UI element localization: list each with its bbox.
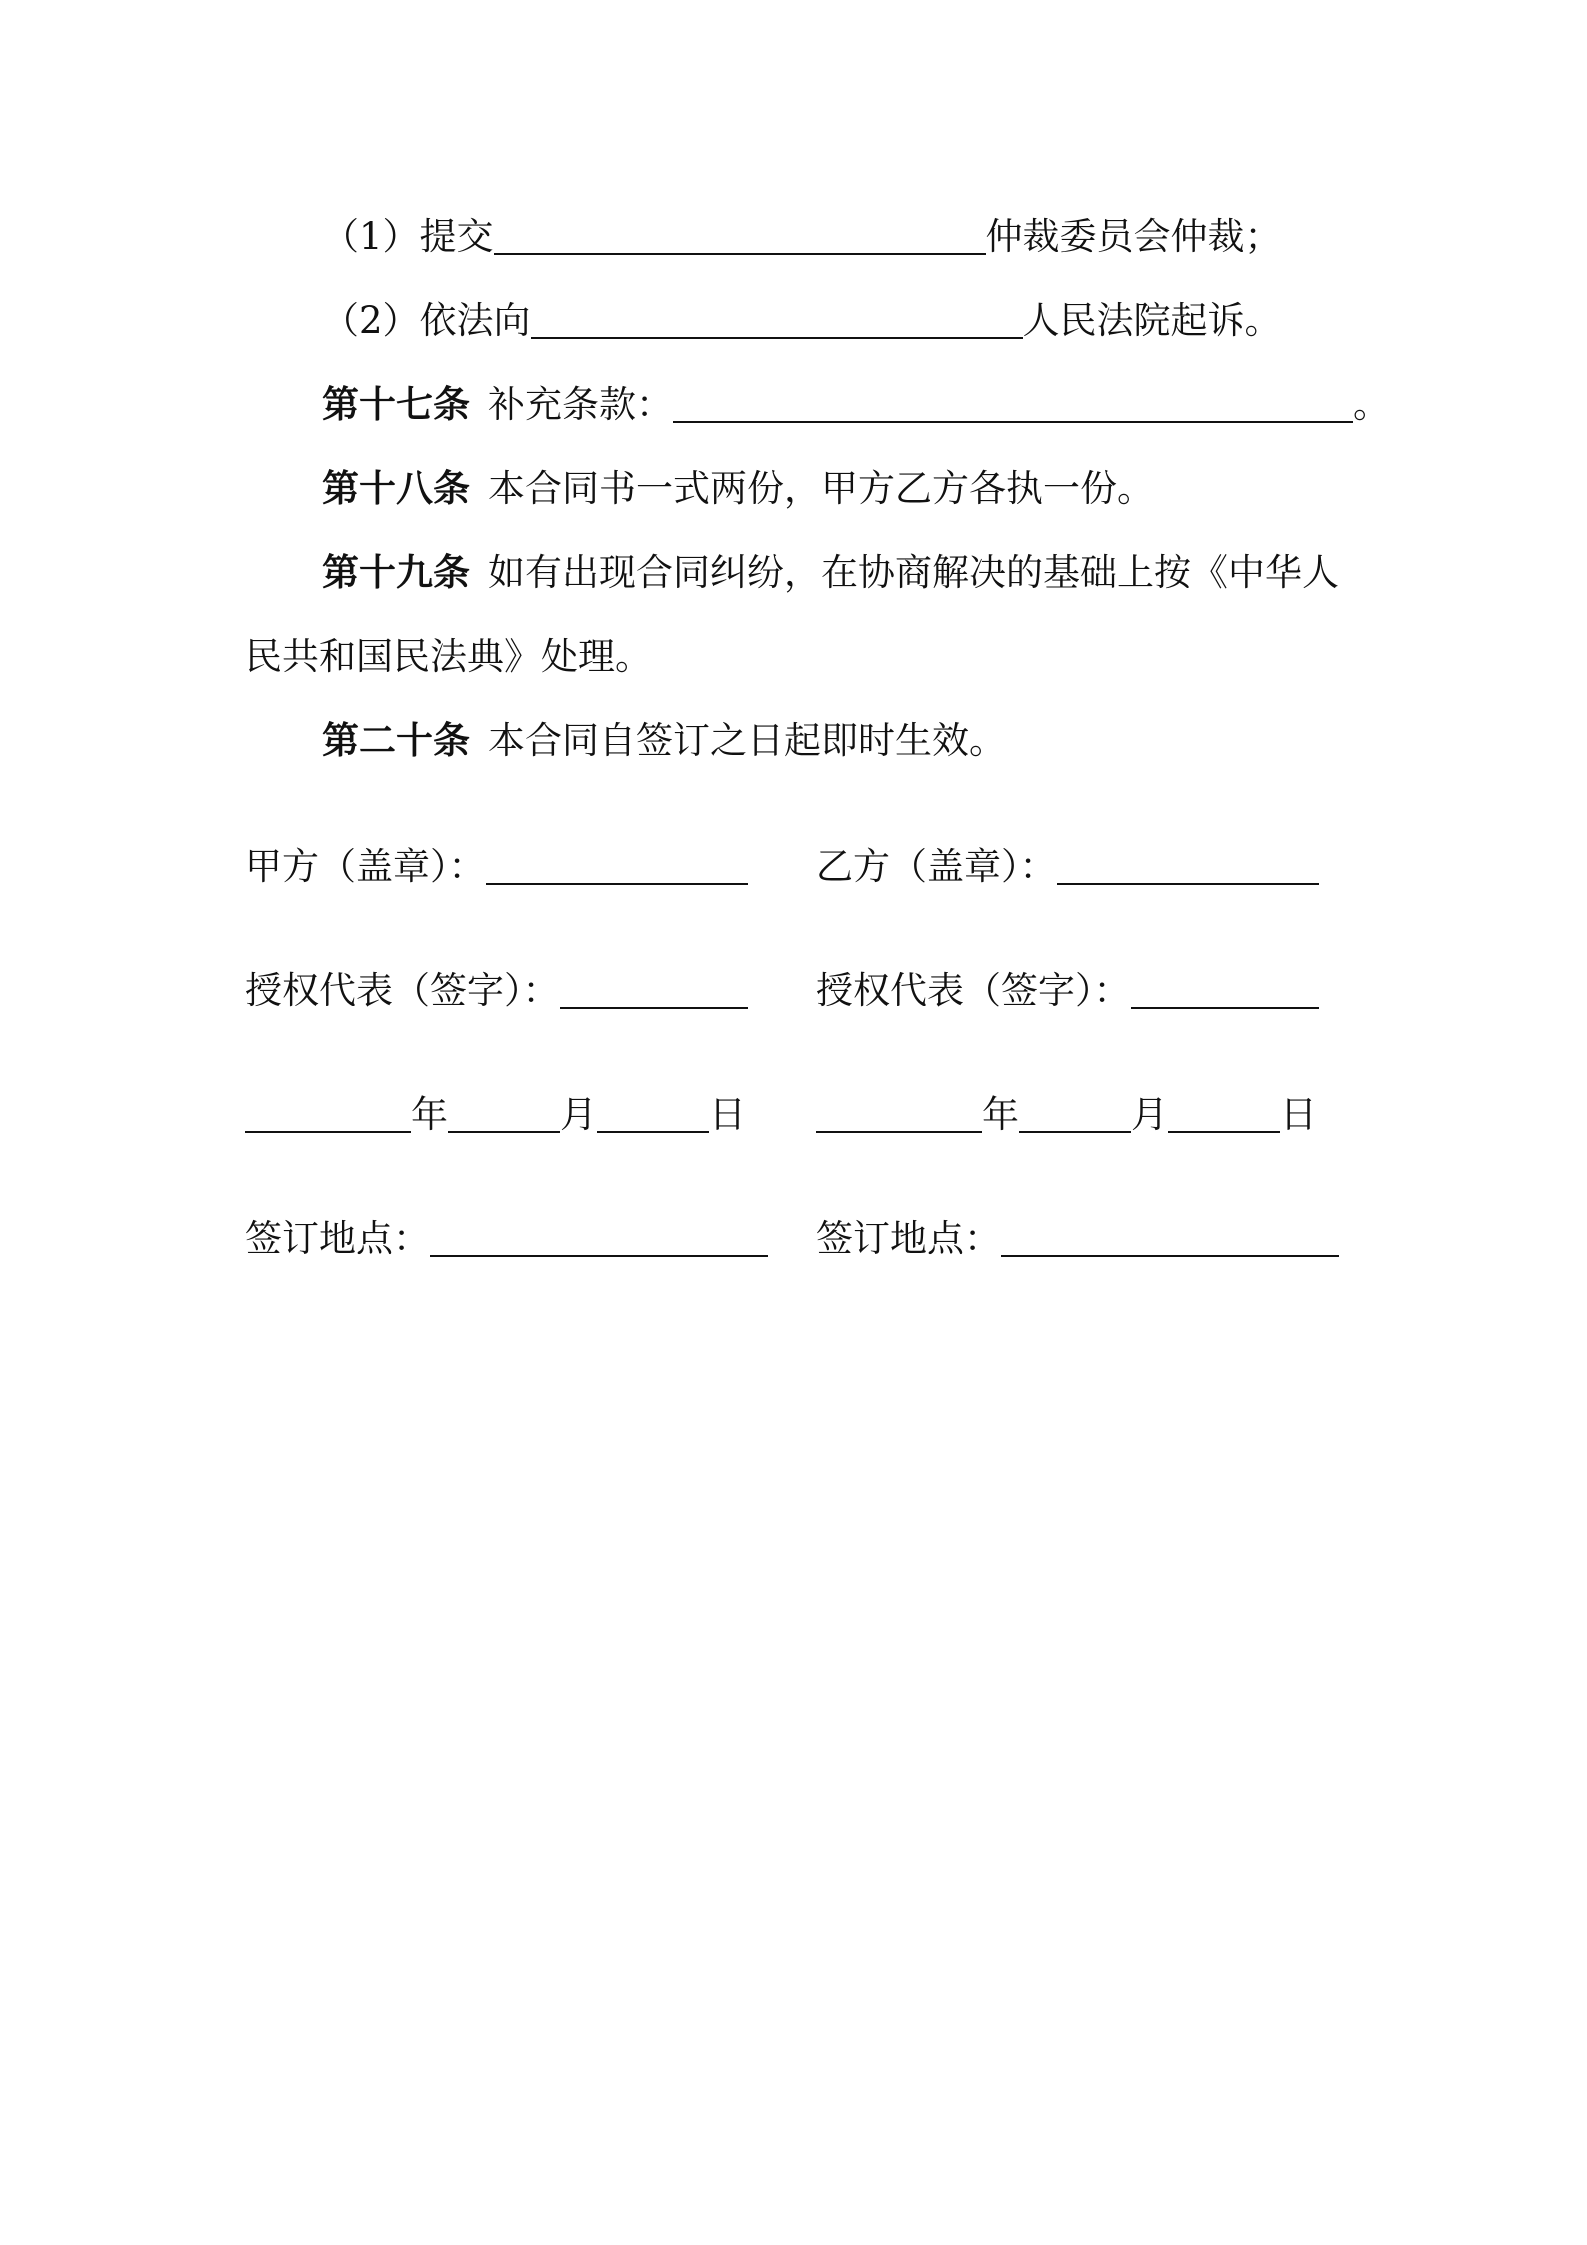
article-17-text: 补充条款： (488, 383, 673, 426)
party-a-rep-blank[interactable] (560, 977, 748, 1009)
article-19-text-line2: 民共和国民法典》处理。 (245, 635, 652, 678)
article-18 (322, 466, 1154, 510)
party-b-seal-blank[interactable] (1057, 853, 1319, 885)
lawsuit-item (322, 299, 1282, 342)
party-b-seal (816, 845, 1319, 888)
party-a-day-blank[interactable] (597, 1101, 709, 1133)
party-b-year-blank[interactable] (816, 1101, 982, 1133)
article-20-text: 本合同自签订之日起即时生效。 (488, 719, 1006, 762)
party-a-seal-blank[interactable] (486, 853, 748, 885)
party-a-day-label: 日 (709, 1093, 746, 1136)
party-b-place (816, 1217, 1339, 1260)
party-b-representative (816, 969, 1319, 1012)
party-b-label: 乙方（盖章）： (816, 845, 1057, 888)
party-a-month-blank[interactable] (448, 1101, 560, 1133)
lawsuit-prefix: （2）依法向 (322, 299, 531, 342)
party-b-year-label: 年 (982, 1093, 1019, 1136)
party-b-place-label: 签订地点： (816, 1217, 1001, 1260)
party-b-day-blank[interactable] (1168, 1101, 1280, 1133)
party-b-month-label: 月 (1131, 1093, 1168, 1136)
party-a-seal (245, 845, 748, 888)
article-20 (322, 718, 1006, 762)
party-b-date (816, 1093, 1317, 1136)
party-a-rep-label: 授权代表（签字）： (245, 969, 560, 1012)
article-20-heading: 第二十条 (322, 718, 470, 762)
party-a-date (245, 1093, 746, 1136)
article-17-heading: 第十七条 (322, 382, 470, 426)
article-18-text: 本合同书一式两份，甲方乙方各执一份。 (488, 467, 1154, 510)
arbitration-committee-blank[interactable] (494, 223, 986, 255)
arbitration-suffix: 仲裁委员会仲裁； (985, 215, 1282, 258)
party-b-day-label: 日 (1280, 1093, 1317, 1136)
party-b-place-blank[interactable] (1001, 1225, 1339, 1257)
arbitration-prefix: （1）提交 (322, 215, 494, 258)
party-a-representative (245, 969, 748, 1012)
article-19-continuation (245, 635, 652, 678)
article-17-end: 。 (1353, 383, 1390, 426)
article-19-heading: 第十九条 (322, 550, 470, 594)
article-18-heading: 第十八条 (322, 466, 470, 510)
article-17 (322, 382, 1390, 426)
party-b-rep-blank[interactable] (1131, 977, 1319, 1009)
party-a-month-label: 月 (560, 1093, 597, 1136)
party-a-place (245, 1217, 768, 1260)
party-b-month-blank[interactable] (1019, 1101, 1131, 1133)
party-b-rep-label: 授权代表（签字）： (816, 969, 1131, 1012)
court-blank[interactable] (531, 307, 1023, 339)
article-19 (322, 550, 1339, 594)
party-a-place-blank[interactable] (430, 1225, 768, 1257)
article-19-text-line1: 如有出现合同纠纷，在协商解决的基础上按《中华人 (488, 551, 1339, 594)
party-a-year-blank[interactable] (245, 1101, 411, 1133)
party-a-year-label: 年 (411, 1093, 448, 1136)
lawsuit-suffix: 人民法院起诉。 (1022, 299, 1282, 342)
party-a-place-label: 签订地点： (245, 1217, 430, 1260)
supplementary-terms-blank[interactable] (673, 391, 1353, 423)
party-a-label: 甲方（盖章）： (245, 845, 486, 888)
arbitration-item (322, 215, 1282, 258)
